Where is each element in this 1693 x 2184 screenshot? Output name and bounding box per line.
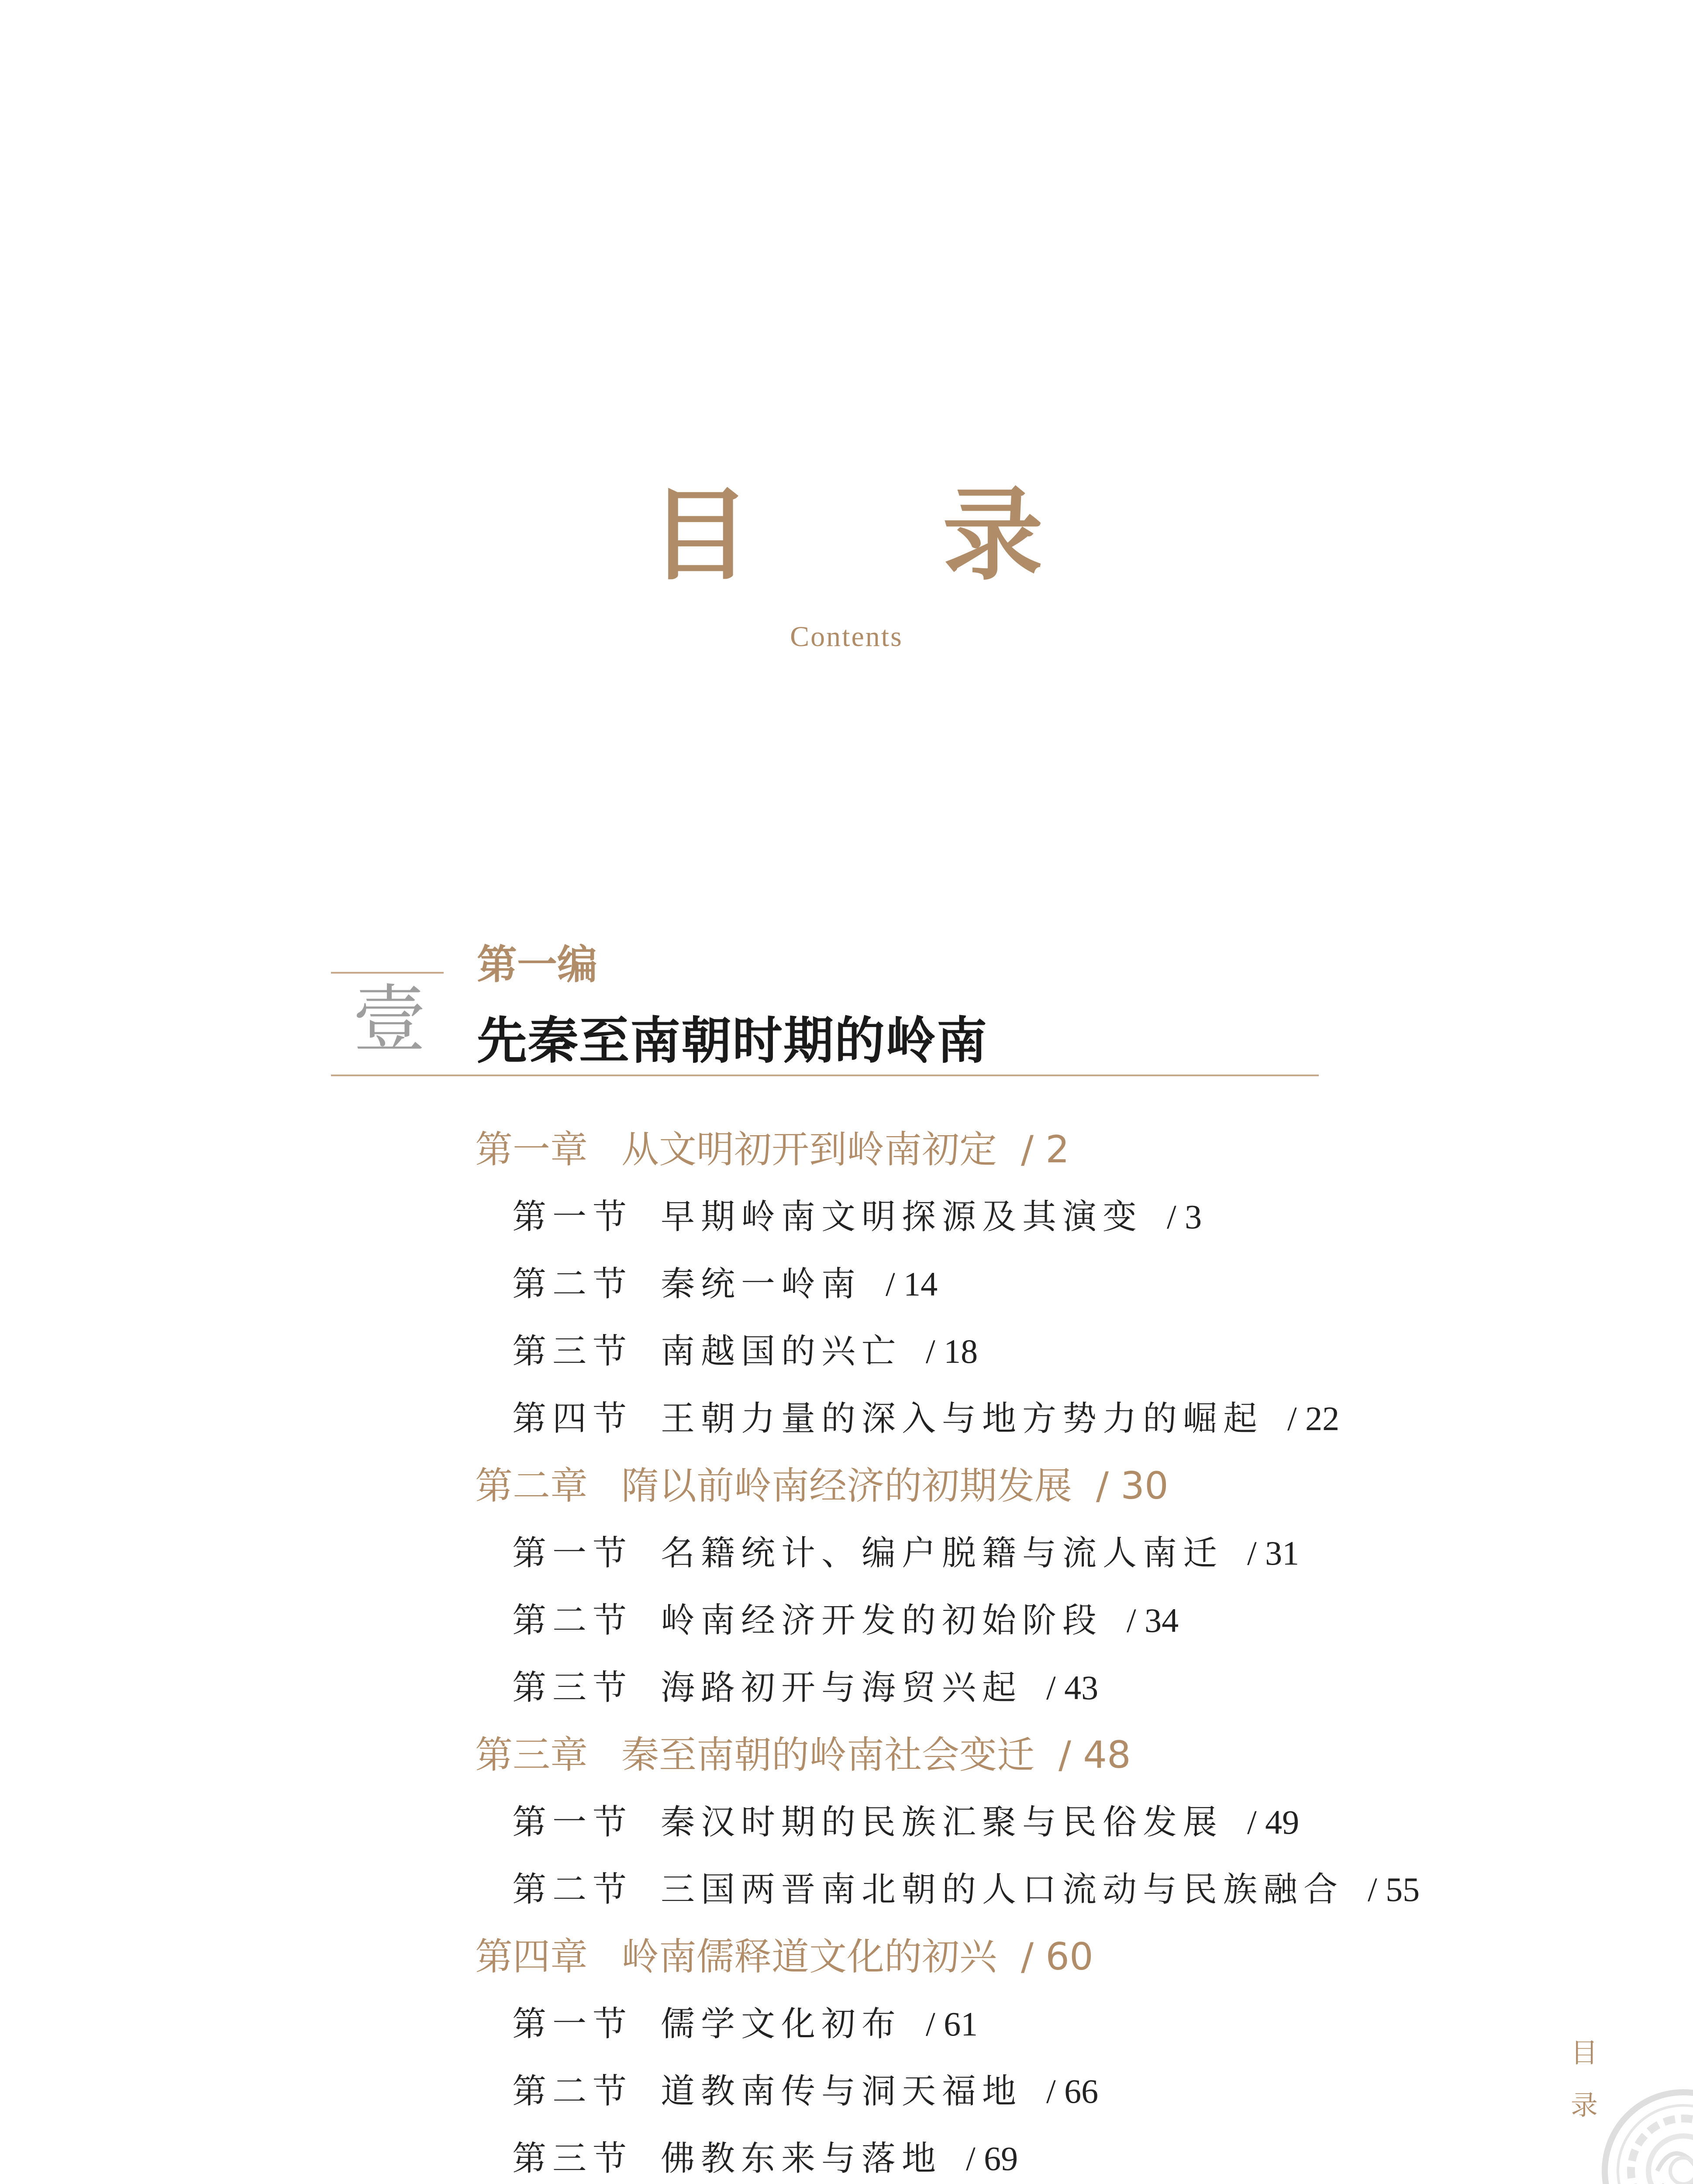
part-divider-short xyxy=(331,972,444,974)
entry-number: 第一章 xyxy=(475,1128,588,1171)
entry-title: 三国两晋南北朝的人口流动与民族融合 xyxy=(661,1870,1344,1909)
toc-section xyxy=(475,1654,1420,1721)
entry-title: 秦统一岭南 xyxy=(661,1265,862,1304)
entry-page: / 22 xyxy=(1287,1400,1340,1438)
toc-section xyxy=(475,1251,1420,1318)
entry-number: 第二节 xyxy=(512,2072,633,2111)
entry-number: 第四章 xyxy=(475,1935,588,1979)
toc-section xyxy=(475,1385,1420,1452)
entry-number: 第三节 xyxy=(512,1332,633,1371)
entry-title: 道教南传与洞天福地 xyxy=(661,2072,1023,2111)
part-divider-long xyxy=(331,1075,1319,1076)
entry-number: 第三章 xyxy=(475,1733,588,1777)
toc-section xyxy=(475,1318,1420,1385)
entry-title: 佛教东来与落地 xyxy=(661,2139,942,2178)
entry-page: / 61 xyxy=(926,2005,978,2043)
entry-number: 第四节 xyxy=(512,1399,633,1438)
entry-number: 第一节 xyxy=(512,1534,633,1573)
entry-title: 岭南经济开发的初始阶段 xyxy=(661,1601,1103,1640)
entry-title: 秦至南朝的岭南社会变迁 xyxy=(621,1733,1034,1777)
entry-title: 秦汉时期的民族汇聚与民俗发展 xyxy=(661,1803,1224,1842)
entry-page: / 49 xyxy=(1247,1803,1300,1841)
toc-section xyxy=(475,1183,1420,1251)
entry-number: 第三节 xyxy=(512,1668,633,1707)
toc-section xyxy=(475,2125,1420,2184)
toc-section xyxy=(475,1789,1420,1856)
entry-page: / 66 xyxy=(1046,2072,1099,2110)
entry-page: / 55 xyxy=(1368,1870,1420,1908)
entry-title: 隋以前岭南经济的初期发展 xyxy=(621,1464,1072,1508)
entry-page: / 2 xyxy=(1021,1128,1070,1171)
entry-page: / 43 xyxy=(1046,1669,1099,1707)
entry-title: 从文明初开到岭南初定 xyxy=(621,1128,997,1171)
entry-number: 第一节 xyxy=(512,1197,633,1237)
side-label-char: 录 xyxy=(1570,2089,1598,2121)
page-subtitle: Contents xyxy=(790,621,903,653)
page-title: 目 录 xyxy=(650,476,1122,594)
toc-section xyxy=(475,1990,1420,2058)
entry-title: 王朝力量的深入与地方势力的崛起 xyxy=(661,1399,1264,1438)
entry-title: 南越国的兴亡 xyxy=(661,1332,902,1371)
part-numeral: 壹 xyxy=(353,977,426,1062)
entry-page: / 30 xyxy=(1096,1464,1169,1508)
decorative-seal-icon xyxy=(1596,2084,1693,2184)
toc-chapter xyxy=(475,1721,1420,1789)
entry-number: 第一节 xyxy=(512,2004,633,2044)
toc-chapter xyxy=(475,1116,1420,1183)
part-label: 第一编 xyxy=(477,941,598,988)
entry-page: / 60 xyxy=(1021,1935,1093,1979)
toc-section xyxy=(475,1520,1420,1587)
entry-number: 第二节 xyxy=(512,1601,633,1640)
side-label-char: 目 xyxy=(1570,2037,1598,2069)
toc-section xyxy=(475,1587,1420,1654)
entry-page: / 31 xyxy=(1247,1534,1300,1572)
entry-title: 早期岭南文明探源及其演变 xyxy=(661,1197,1143,1237)
entry-number: 第二节 xyxy=(512,1265,633,1304)
entry-number: 第二章 xyxy=(475,1464,588,1508)
part-title: 先秦至南朝时期的岭南 xyxy=(477,1011,988,1070)
entry-page: / 18 xyxy=(926,1332,978,1370)
entry-title: 儒学文化初布 xyxy=(661,2004,902,2044)
toc-section xyxy=(475,2058,1420,2125)
toc-section xyxy=(475,1856,1420,1923)
entry-number: 第一节 xyxy=(512,1803,633,1842)
table-of-contents xyxy=(475,1116,1420,2184)
entry-page: / 34 xyxy=(1127,1601,1179,1639)
entry-number: 第二节 xyxy=(512,1870,633,1909)
entry-page: / 48 xyxy=(1059,1733,1131,1777)
entry-title: 海路初开与海贸兴起 xyxy=(661,1668,1023,1707)
entry-title: 名籍统计、编户脱籍与流人南迁 xyxy=(661,1534,1224,1573)
entry-page: / 14 xyxy=(886,1265,938,1303)
entry-number: 第三节 xyxy=(512,2139,633,2178)
entry-page: / 69 xyxy=(966,2139,1018,2177)
toc-chapter xyxy=(475,1452,1420,1520)
entry-page: / 3 xyxy=(1167,1198,1202,1236)
toc-chapter xyxy=(475,1923,1420,1990)
entry-title: 岭南儒释道文化的初兴 xyxy=(621,1935,997,1979)
